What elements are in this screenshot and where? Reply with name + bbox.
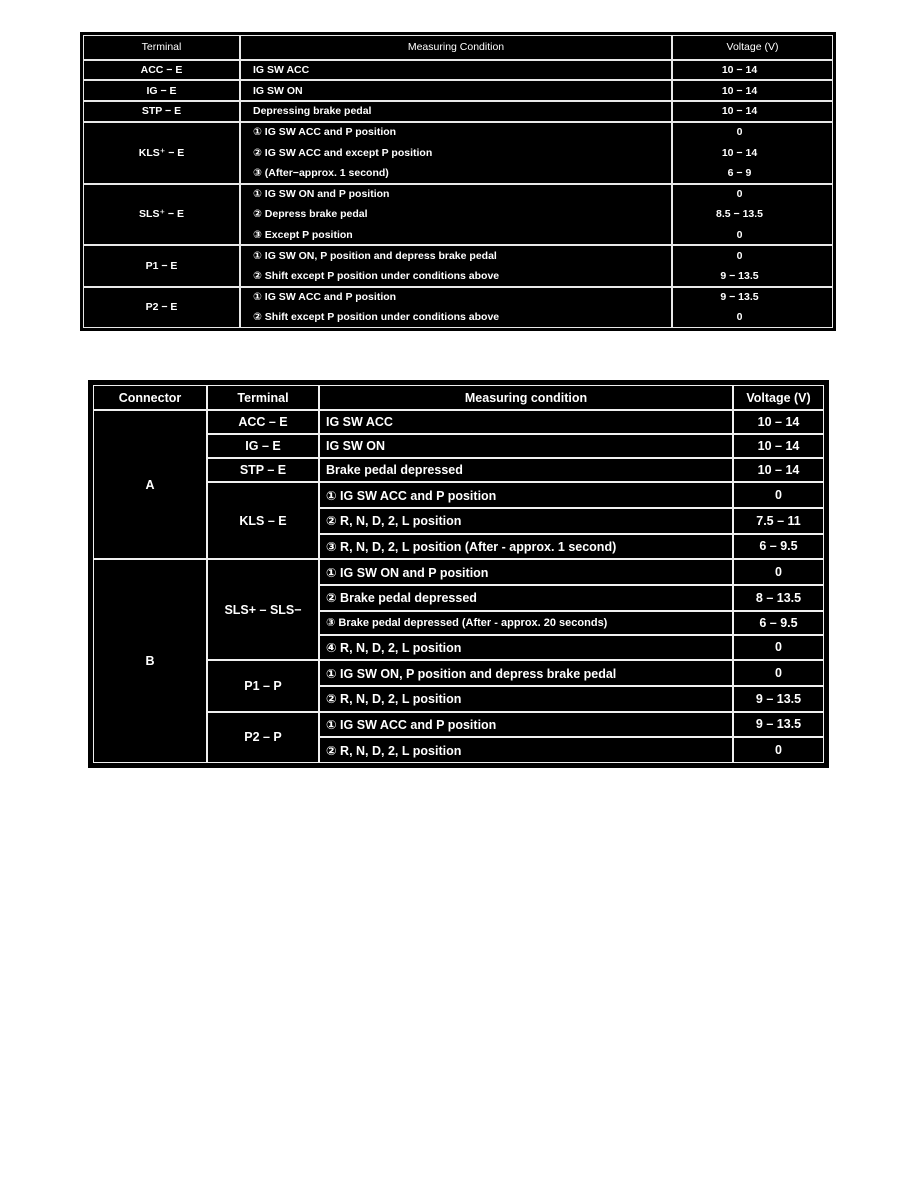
voltage-table-1 xyxy=(80,32,836,331)
condition-cell: ① IG SW ACC and P position xyxy=(320,483,732,507)
voltage-cell: 0 xyxy=(734,661,823,685)
voltage-cell: 10 – 14 xyxy=(734,459,823,481)
table-2-header-row xyxy=(94,386,823,409)
voltage-cell: 0 xyxy=(734,738,823,762)
table-1 xyxy=(83,35,833,328)
voltage-cell: 10 − 14 xyxy=(672,60,833,81)
terminal-cell: IG − E xyxy=(83,80,240,101)
voltage-cell: 0 xyxy=(734,636,823,660)
header-terminal: Terminal xyxy=(208,386,318,409)
condition-cell: ③ Except P position xyxy=(240,225,672,246)
header-voltage: Voltage (V) xyxy=(734,386,823,409)
voltage-cell: 8.5 − 13.5 xyxy=(672,204,833,225)
condition-cell: ① IG SW ON, P position and depress brake pedal xyxy=(240,245,672,266)
table-row xyxy=(83,60,833,81)
voltage-cell: 0 xyxy=(672,122,833,143)
voltage-cell: 6 – 9.5 xyxy=(734,535,823,559)
table-row xyxy=(83,122,833,143)
condition-cell: ① IG SW ACC and P position xyxy=(320,713,732,737)
condition-cell: ② Shift except P position under conditions above xyxy=(240,307,672,328)
header-connector: Connector xyxy=(94,386,206,409)
condition-cell: Depressing brake pedal xyxy=(240,101,672,122)
voltage-cell: 0 xyxy=(672,307,833,328)
condition-cell: ① IG SW ACC and P position xyxy=(240,287,672,308)
connector-cell-b: B xyxy=(94,560,206,762)
table-row xyxy=(94,560,823,584)
condition-cell: ③ Brake pedal depressed (After - approx. 20 seconds) xyxy=(320,612,732,634)
voltage-cell: 9 − 13.5 xyxy=(672,287,833,308)
condition-cell: IG SW ON xyxy=(240,80,672,101)
header-terminal: Terminal xyxy=(83,35,240,60)
condition-cell: ① IG SW ON and P position xyxy=(320,560,732,584)
voltage-cell: 10 – 14 xyxy=(734,411,823,433)
condition-cell: ② R, N, D, 2, L position xyxy=(320,738,732,762)
terminal-cell: SLS⁺ − E xyxy=(83,184,240,246)
table-row xyxy=(83,245,833,266)
terminal-cell: P2 − E xyxy=(83,287,240,328)
terminal-cell: ACC − E xyxy=(83,60,240,81)
terminal-cell: STP – E xyxy=(208,459,318,481)
header-measuring-condition: Measuring Condition xyxy=(240,35,672,60)
voltage-cell: 9 – 13.5 xyxy=(734,713,823,737)
condition-cell: ② R, N, D, 2, L position xyxy=(320,509,732,533)
voltage-cell: 9 − 13.5 xyxy=(672,266,833,287)
voltage-cell: 10 − 14 xyxy=(672,101,833,122)
voltage-cell: 0 xyxy=(672,225,833,246)
terminal-cell: STP − E xyxy=(83,101,240,122)
terminal-cell: P1 – P xyxy=(208,661,318,710)
table-row xyxy=(94,411,823,433)
condition-cell: ② Shift except P position under conditions above xyxy=(240,266,672,287)
condition-cell: ① IG SW ON and P position xyxy=(240,184,672,205)
header-voltage: Voltage (V) xyxy=(672,35,833,60)
table-row xyxy=(83,287,833,308)
terminal-cell: SLS+ – SLS− xyxy=(208,560,318,659)
voltage-cell: 0 xyxy=(734,483,823,507)
table-2 xyxy=(92,384,825,764)
terminal-cell: KLS – E xyxy=(208,483,318,558)
voltage-table-2 xyxy=(88,380,829,768)
voltage-cell: 9 – 13.5 xyxy=(734,687,823,711)
terminal-cell: P1 − E xyxy=(83,245,240,286)
voltage-cell: 0 xyxy=(672,184,833,205)
voltage-cell: 6 – 9.5 xyxy=(734,612,823,634)
connector-cell-a: A xyxy=(94,411,206,558)
voltage-cell: 10 − 14 xyxy=(672,142,833,163)
condition-cell: ④ R, N, D, 2, L position xyxy=(320,636,732,660)
voltage-cell: 8 – 13.5 xyxy=(734,586,823,610)
condition-cell: ③ (After−approx. 1 second) xyxy=(240,163,672,184)
condition-cell: IG SW ACC xyxy=(240,60,672,81)
condition-cell: ② Brake pedal depressed xyxy=(320,586,732,610)
condition-cell: IG SW ON xyxy=(320,435,732,457)
condition-cell: ③ R, N, D, 2, L position (After - approx. 1 second) xyxy=(320,535,732,559)
voltage-cell: 10 − 14 xyxy=(672,80,833,101)
condition-cell: ① IG SW ON, P position and depress brake pedal xyxy=(320,661,732,685)
header-measuring-condition: Measuring condition xyxy=(320,386,732,409)
condition-cell: ② R, N, D, 2, L position xyxy=(320,687,732,711)
condition-cell: ② IG SW ACC and except P position xyxy=(240,142,672,163)
condition-cell: ② Depress brake pedal xyxy=(240,204,672,225)
terminal-cell: IG – E xyxy=(208,435,318,457)
voltage-cell: 7.5 – 11 xyxy=(734,509,823,533)
table-row xyxy=(83,184,833,205)
voltage-cell: 6 − 9 xyxy=(672,163,833,184)
voltage-cell: 0 xyxy=(734,560,823,584)
voltage-cell: 10 – 14 xyxy=(734,435,823,457)
condition-cell: ① IG SW ACC and P position xyxy=(240,122,672,143)
table-row xyxy=(83,80,833,101)
condition-cell: IG SW ACC xyxy=(320,411,732,433)
terminal-cell: KLS⁺ − E xyxy=(83,122,240,184)
terminal-cell: P2 – P xyxy=(208,713,318,762)
condition-cell: Brake pedal depressed xyxy=(320,459,732,481)
table-1-header-row xyxy=(83,35,833,60)
table-row xyxy=(83,101,833,122)
voltage-cell: 0 xyxy=(672,245,833,266)
terminal-cell: ACC – E xyxy=(208,411,318,433)
